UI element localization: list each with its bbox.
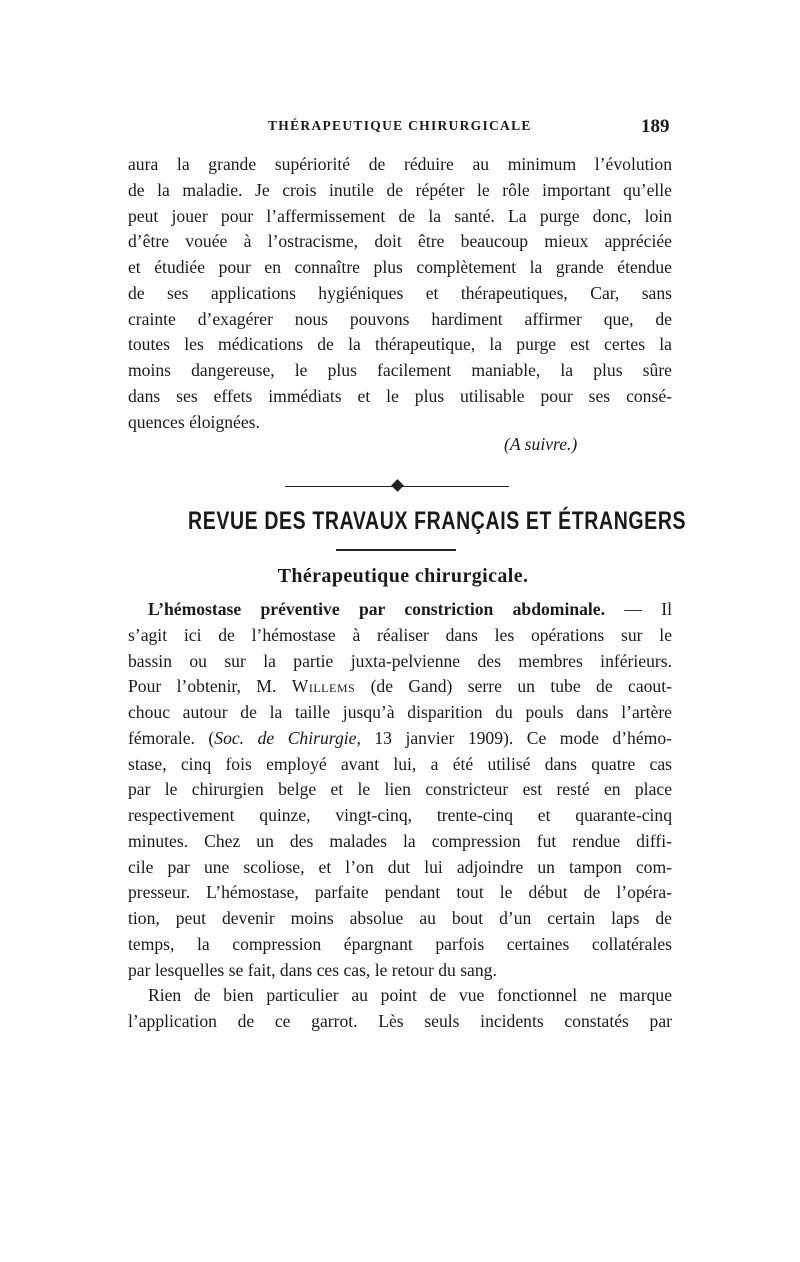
line-fragment: (de Gand) serre un tube de caout- xyxy=(355,676,672,697)
text-line: temps, la compression épargnant parfois certaines collatérales xyxy=(128,933,672,954)
text-line: cile par une scoliose, et l’on dut lui adjoindre un tampon com- xyxy=(128,856,672,877)
text-line: et étudiée pour en connaître plus complètement la grande étendue xyxy=(128,257,672,277)
article-first-line-rest: — Il xyxy=(605,599,673,619)
line-fragment: fémorale. ( xyxy=(128,727,215,748)
line-fragment: 13 janvier 1909). Ce mode d’hémo- xyxy=(360,727,673,748)
text-line: de la maladie. Je crois inutile de répéter le rôle important qu’elle xyxy=(128,179,672,200)
text-line: crainte d’exagérer nous pouvons hardiment affirmer que, de xyxy=(128,308,672,329)
text-line-with-author xyxy=(128,674,672,700)
section-subheading: Thérapeutique chirurgicale. xyxy=(277,565,529,587)
line-fragment: Pour l’obtenir, M. xyxy=(128,676,292,697)
text-line: de ses applications hygiéniques et thérapeutiques, Car, sans xyxy=(128,282,672,303)
text-line: l’application de ce garrot. Lès seuls incidents constatés par xyxy=(128,1011,672,1031)
text-line-with-source xyxy=(128,726,672,752)
to-be-continued-note: (A suivre.) xyxy=(504,434,578,454)
text-line: stase, cinq fois employé avant lui, a été utilisé dans quatre cas xyxy=(128,753,672,774)
text-line: quences éloignées. xyxy=(128,411,260,432)
text-line: presseur. L’hémostase, parfaite pendant tout le début de l’opéra- xyxy=(128,882,672,903)
author-name: Willems xyxy=(291,676,356,697)
text-line: aura la grande supériorité de réduire au minimum l’évolution xyxy=(128,154,672,174)
text-line: par lesquelles se fait, dans ces cas, le retour du sang. xyxy=(128,959,497,980)
text-line: moins dangereuse, le plus facilement maniable, la plus sûre xyxy=(128,360,672,380)
heading-underline-rule xyxy=(336,549,456,551)
article-body xyxy=(128,597,672,1035)
continuation-paragraph xyxy=(128,152,672,435)
text-line: minutes. Chez un des malades la compression fut rendue diffi- xyxy=(128,830,672,851)
section-heading: REVUE DES TRAVAUX FRANÇAIS ET ÉTRANGERS xyxy=(188,507,687,535)
text-line: respectivement quinze, vingt-cinq, trente-cinq et quarante-cinq xyxy=(128,805,672,825)
source-citation: Soc. de Chirurgie, xyxy=(214,727,361,748)
text-line: Rien de bien particulier au point de vue fonctionnel ne marque xyxy=(148,985,672,1006)
text-line: par le chirurgien belge et le lien constricteur est resté en place xyxy=(128,779,672,800)
text-line: toutes les médications de la thérapeutique, la purge est certes la xyxy=(128,334,672,355)
article-title: L’hémostase préventive par constriction abdominale. xyxy=(148,599,606,619)
text-line: tion, peut devenir moins absolue au bout d’un certain laps de xyxy=(128,908,672,928)
running-head xyxy=(0,118,800,142)
text-line: s’agit ici de l’hémostase à réaliser dans les opérations sur le xyxy=(128,624,672,645)
article-first-line xyxy=(128,597,672,623)
running-title: THÉRAPEUTIQUE CHIRURGICALE xyxy=(268,118,532,133)
text-line: dans ses effets immédiats et le plus utilisable pour ses consé- xyxy=(128,385,672,406)
divider-diamond-ornament xyxy=(391,479,404,492)
text-line: d’être vouée à l’ostracisme, doit être beaucoup mieux appréciée xyxy=(128,231,672,252)
page-number: 189 xyxy=(641,116,670,137)
text-line: bassin ou sur la partie juxta-pelvienne des membres inférieurs. xyxy=(128,650,672,671)
text-line: peut jouer pour l’affermissement de la santé. La purge donc, loin xyxy=(128,205,672,226)
text-line: chouc autour de la taille jusqu’à disparition du pouls dans l’artère xyxy=(128,702,672,722)
